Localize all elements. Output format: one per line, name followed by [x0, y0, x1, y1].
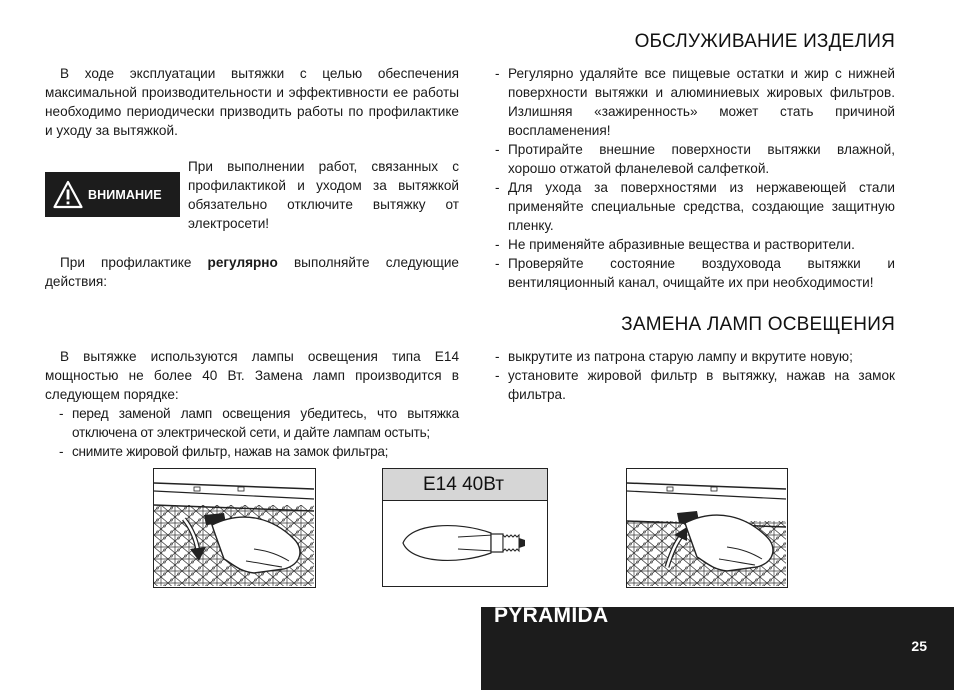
section-title-lamp-replacement: ЗАМЕНА ЛАМП ОСВЕЩЕНИЯ: [621, 314, 895, 335]
regular-pre: При профилактике: [60, 255, 208, 270]
list-item: - Протирайте внешние поверхности вытяжки влажной, хорошо отжатой фланелевой салфеткой.: [495, 142, 895, 176]
list-item: - перед заменой ламп освещения убедитесь, что вытяжка отключена от электрической сети, и дайте лампам остыть;: [59, 406, 459, 440]
section-title-maintenance: ОБСЛУЖИВАНИЕ ИЗДЕЛИЯ: [634, 31, 895, 52]
filter-install-drawing: [627, 469, 786, 586]
lamp-intro: В вытяжке используются лампы освещения типа E14 мощностью не более 40 Вт. Замена ламп производится в следующем порядке:: [45, 349, 459, 402]
warning-triangle-icon: [53, 180, 83, 210]
maintenance-list: [495, 64, 895, 292]
maintenance-intro: В ходе эксплуатации вытяжки с целью обеспечения максимальной производительности и эффективности ее работы необходимо периодически призводить работы по профилактике и уходу за вытяжкой.: [45, 66, 459, 138]
warning-text: При выполнении работ, связанных с профилактикой и уходом за вытяжкой обязательно отключите вытяжку от электросети!: [188, 159, 459, 231]
page-footer: [481, 604, 954, 690]
candle-bulb-icon: [383, 501, 548, 587]
lamp-illustration: [382, 468, 548, 587]
list-item: - выкрутите из патрона старую лампу и вкрутите новую;: [495, 349, 853, 364]
lamp-steps-right: [495, 347, 895, 404]
list-item: - Не применяйте абразивные вещества и растворители.: [495, 237, 855, 252]
page-number: 25: [911, 638, 927, 654]
list-item: - Регулярно удаляйте все пищевые остатки и жир с нижней поверхности вытяжки и алюминиевых жировых фильтров. Излишняя «зажиренность» может стать причиной воспламенения!: [495, 66, 895, 138]
regular-actions-intro: [45, 253, 459, 291]
list-item: - установите жировой фильтр в вытяжку, нажав на замок фильтра.: [495, 368, 895, 402]
regular-bold: регулярно: [207, 255, 278, 270]
filter-removal-illustration: [153, 468, 316, 588]
lamp-type-label: E14 40Вт: [383, 469, 547, 501]
warning-badge: [45, 172, 180, 217]
filter-install-illustration: [626, 468, 788, 588]
list-item: - снимите жировой фильтр, нажав на замок фильтра;: [59, 444, 389, 459]
regular-post: выполняйте следующие действия:: [45, 255, 459, 289]
list-item: - Проверяйте состояние воздуховода вытяжки и вентиляционный канал, очищайте их при необходимости!: [495, 256, 895, 290]
lamp-steps-left: [59, 404, 459, 461]
filter-removal-drawing: [154, 469, 314, 586]
list-item: - Для ухода за поверхностями из нержавеющей стали применяйте специальные средства, создающие защитную пленку.: [495, 180, 895, 233]
brand-logo: PYRAMIDA: [494, 604, 609, 627]
warning-label: ВНИМАНИЕ: [88, 187, 162, 202]
